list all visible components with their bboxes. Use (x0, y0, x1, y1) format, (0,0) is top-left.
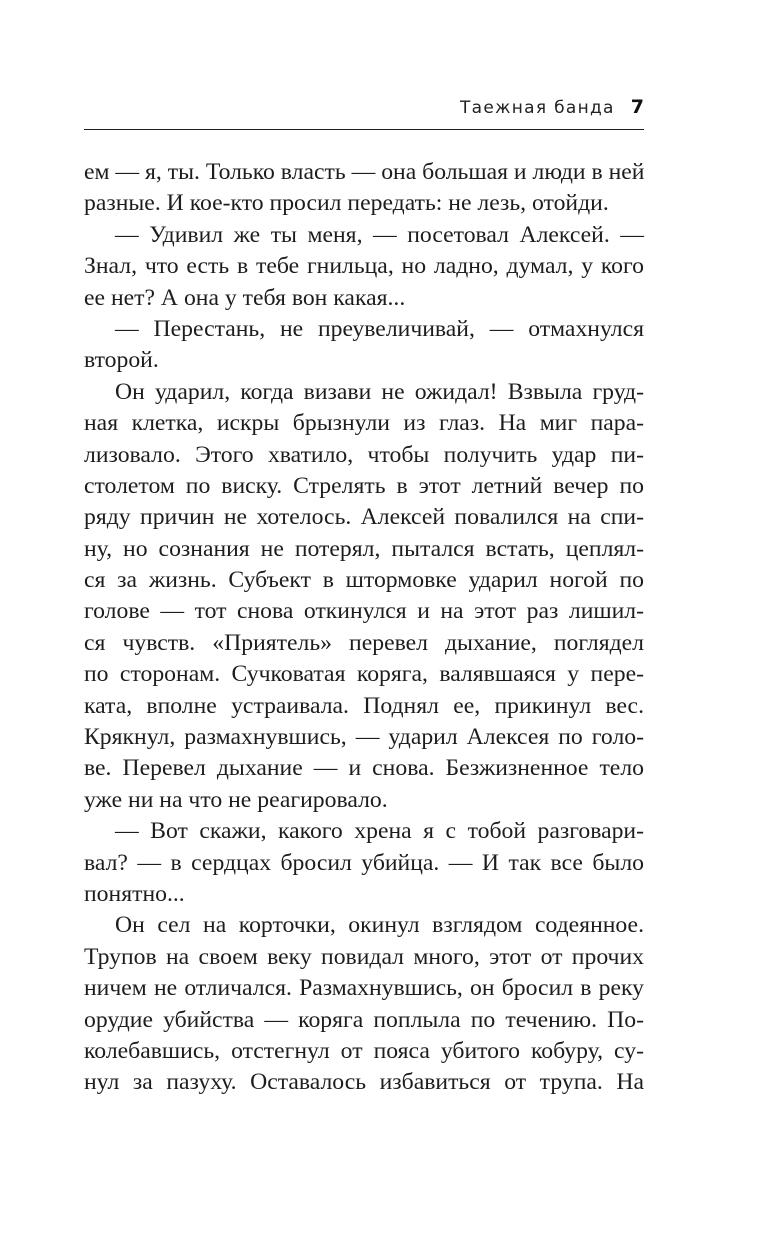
text-line: ничем не отличался. Размахнувшись, он бросил в реку (84, 975, 644, 1002)
page-number: 7 (630, 96, 644, 118)
text-line: столетом по виску. Стрелять в этот летний вечер по (84, 472, 644, 499)
text-line: ся за жизнь. Субъект в штормовке ударил ногой по (84, 567, 644, 594)
text-line: по сторонам. Сучковатая коряга, валявшаяся у пере- (84, 661, 644, 688)
text-line: — Перестань, не преувеличивай, — отмахнулся (115, 315, 644, 342)
text-line: орудие убийства — коряга поплыла по течению. По- (84, 1006, 644, 1033)
text-line: разные. И кое-кто просил передать: не лезь, отойди. (84, 190, 609, 217)
text-line: уже ни на что не реагировало. (84, 786, 388, 813)
text-line: Он сел на корточки, окинул взглядом содеянное. (115, 912, 644, 939)
text-line: ем — я, ты. Только власть — она большая и люди в ней (84, 159, 645, 185)
text-line: ве. Перевел дыхание — и снова. Безжизненное тело (84, 755, 644, 782)
text-line: ката, вполне устраивала. Поднял ее, прикинул вес. (84, 692, 644, 719)
text-line: ся чувств. «Приятель» перевел дыхание, поглядел (84, 629, 644, 656)
header-rule (84, 129, 644, 130)
text-line: ная клетка, искры брызнули из глаз. На миг пара- (84, 410, 644, 437)
text-line: Он ударил, когда визави не ожидал! Взвыла груд- (115, 378, 644, 405)
text-line: лизовало. Этого хватило, чтобы получить удар пи- (84, 441, 644, 468)
body-text (84, 157, 644, 1099)
text-line: Знал, что есть в тебе гнильца, но ладно, думал, у кого (84, 253, 644, 280)
text-line: ее нет? А она у тебя вон какая... (84, 284, 406, 311)
text-line: — Вот скажи, какого хрена я с тобой разговари- (115, 818, 644, 845)
text-line: вал? — в сердцах бросил убийца. — И так все было (84, 849, 644, 876)
text-line: — Удивил же ты меня, — посетовал Алексей. — (115, 221, 644, 248)
running-head (84, 96, 644, 126)
running-title: Таежная банда (459, 98, 615, 118)
text-line: ряду причин не хотелось. Алексей повалился на спи- (84, 504, 644, 531)
text-line: ну, но сознания не потерял, пытался встать, цеплял- (84, 535, 644, 562)
text-line: Трупов на своем веку повидал много, этот от прочих (84, 943, 644, 970)
text-line: второй. (84, 347, 159, 374)
text-line: голове — тот снова откинулся и на этот раз лишил- (84, 598, 644, 625)
text-line: Крякнул, размахнувшись, — ударил Алексея по голо- (84, 724, 644, 751)
text-line: понятно... (84, 880, 185, 907)
text-line: колебавшись, отстегнул от пояса убитого кобуру, су- (84, 1037, 644, 1064)
text-line: нул за пазуху. Оставалось избавиться от трупа. На (84, 1069, 644, 1096)
